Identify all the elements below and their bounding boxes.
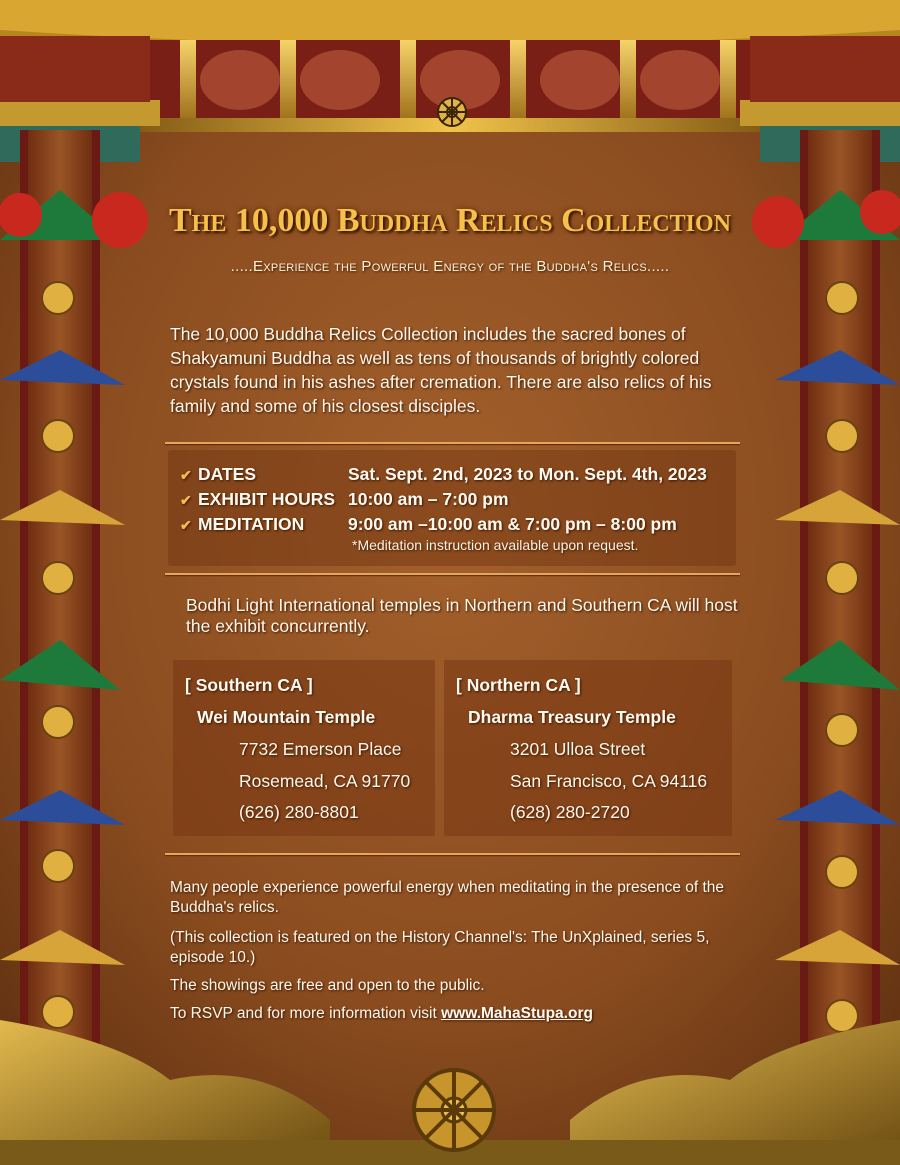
checkmark-icon: ✔ bbox=[180, 467, 192, 483]
divider bbox=[165, 853, 740, 855]
page-title: The 10,000 Buddha Relics Collection bbox=[168, 202, 732, 239]
checkmark-icon: ✔ bbox=[180, 517, 192, 533]
phone-number: (628) 280-2720 bbox=[510, 802, 630, 822]
street-address: 7732 Emerson Place bbox=[239, 739, 402, 759]
history-paragraph: (This collection is featured on the History Channel's: The UnXplained, series 5, episode 10.) bbox=[170, 929, 710, 966]
rsvp-paragraph bbox=[170, 1004, 760, 1024]
energy-paragraph: Many people experience powerful energy when meditating in the presence of the Buddha's relics. bbox=[170, 879, 725, 916]
location-card-southern bbox=[173, 660, 435, 836]
city-address: Rosemead, CA 91770 bbox=[239, 771, 411, 791]
schedule-value: 9:00 am –10:00 am & 7:00 pm – 8:00 pm bbox=[348, 514, 677, 534]
schedule-label: MEDITATION bbox=[198, 514, 305, 534]
temple-name: Wei Mountain Temple bbox=[197, 707, 376, 727]
schedule-row-meditation bbox=[180, 514, 677, 535]
free-paragraph: The showings are free and open to the public. bbox=[170, 977, 485, 994]
page-subtitle: .....Experience the Powerful Energy of the Buddha's Relics..... bbox=[230, 258, 670, 275]
schedule-row-dates bbox=[180, 464, 707, 485]
divider bbox=[165, 573, 740, 575]
checkmark-icon: ✔ bbox=[180, 492, 192, 508]
city-address: San Francisco, CA 94116 bbox=[510, 771, 708, 791]
intro-paragraph: The 10,000 Buddha Relics Collection includes the sacred bones of Shakyamuni Buddha as well as tens of thousands of brightly colored crystals found in his ashes after cremation. There are also relics of his family and some of his closest disciples. bbox=[170, 324, 712, 416]
schedule-row-hours bbox=[180, 489, 509, 510]
schedule-value: 10:00 am – 7:00 pm bbox=[348, 489, 509, 509]
street-address: 3201 Ulloa Street bbox=[510, 739, 646, 759]
schedule-value: Sat. Sept. 2nd, 2023 to Mon. Sept. 4th, 2023 bbox=[348, 464, 707, 484]
temple-name: Dharma Treasury Temple bbox=[468, 707, 676, 727]
region-label: [ Northern CA ] bbox=[456, 675, 581, 695]
location-card-northern bbox=[444, 660, 732, 836]
divider bbox=[165, 442, 740, 444]
meditation-note: *Meditation instruction available upon request. bbox=[352, 537, 639, 553]
schedule-label: EXHIBIT HOURS bbox=[198, 489, 336, 509]
phone-number: (626) 280-8801 bbox=[239, 802, 359, 822]
region-label: [ Southern CA ] bbox=[185, 675, 313, 695]
schedule-label: DATES bbox=[198, 464, 257, 484]
rsvp-text: To RSVP and for more information visit bbox=[170, 1005, 437, 1022]
hosts-paragraph: Bodhi Light International temples in Northern and Southern CA will host the exhibit concurrently. bbox=[186, 595, 738, 636]
website-link[interactable]: www.MahaStupa.org bbox=[441, 1005, 593, 1022]
